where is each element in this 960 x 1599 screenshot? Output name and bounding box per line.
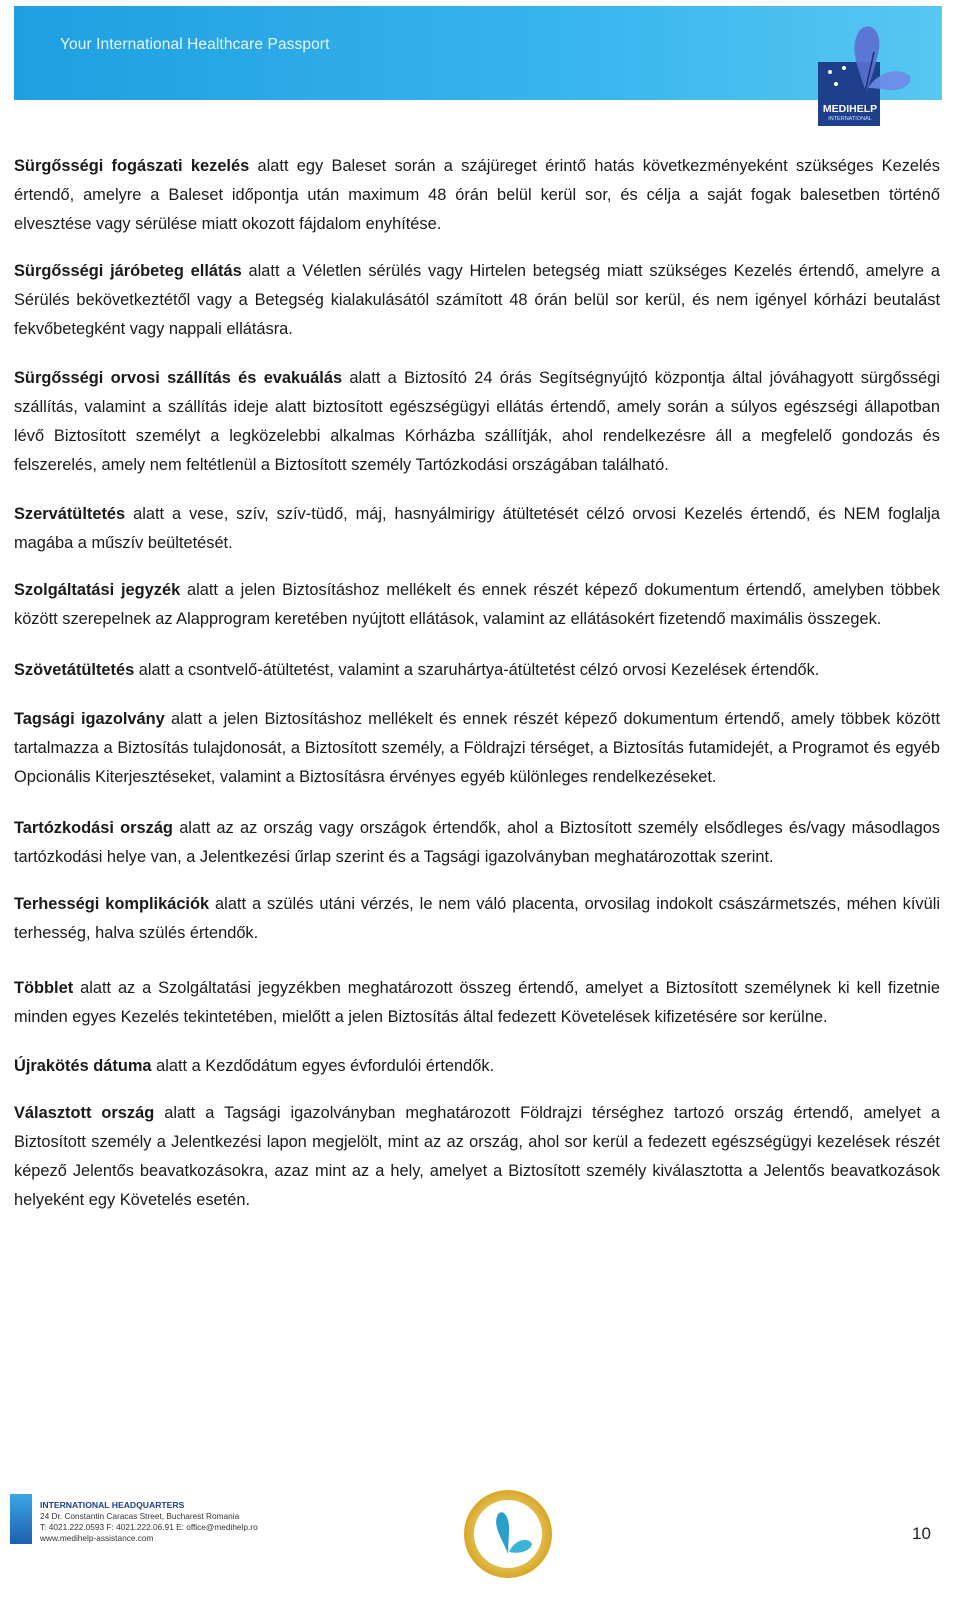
logo-name: MEDIHELP xyxy=(822,103,878,115)
definition-paragraph xyxy=(14,152,940,239)
definition-term: Sürgősségi fogászati kezelés xyxy=(14,157,250,175)
header-tagline: Your International Healthcare Passport xyxy=(60,36,330,53)
definition-paragraph xyxy=(14,890,940,948)
definition-paragraph xyxy=(14,1052,940,1081)
definition-paragraph xyxy=(14,364,940,480)
definition-term: Választott ország xyxy=(14,1104,155,1122)
definition-term: Többlet xyxy=(14,979,74,997)
definition-text: alatt a Biztosító 24 órás Segítségnyújtó központja által jóváhagyott sürgősségi szállítás, valamint a szállítás ideje alatt biztosított egészségügyi ellátás értendő, amely során a súlyos egészségi állapotban lévő Biztosított személyt a legközelebbi alkalmas Kórházba szállítják, ahol rendelkezésre áll a megfelelő gondozás és felszerelés, amely nem feltétlenül a Biztosított személy Tartózkodási országában található. xyxy=(14,369,940,474)
definition-text: alatt a Kezdődátum egyes évfordulói értendők. xyxy=(151,1057,495,1075)
definition-term: Tagsági igazolvány xyxy=(14,710,165,728)
footer-address: 24 Dr. Constantin Caracas Street, Bucharest Romania xyxy=(40,1511,240,1521)
footer-contact xyxy=(40,1500,330,1544)
definition-paragraph xyxy=(14,576,940,634)
definition-term: Szolgáltatási jegyzék xyxy=(14,581,181,599)
definition-paragraph xyxy=(14,500,940,558)
definition-text: alatt az a Szolgáltatási jegyzékben meghatározott összeg értendő, amelyet a Biztosított személynek ki kell fizetnie minden egyes Kezelés tekintetében, mielőtt a jelen Biztosítás által fedezett Követelések kifizetésére sor kerülne. xyxy=(14,979,940,1026)
definition-term: Szervátültetés xyxy=(14,505,126,523)
definitions-list xyxy=(14,152,940,1233)
definition-term: Szövetátültetés xyxy=(14,661,135,679)
definition-term: Sürgősségi orvosi szállítás és evakuálás xyxy=(14,369,343,387)
definition-paragraph xyxy=(14,1099,940,1215)
page-number: 10 xyxy=(912,1524,931,1543)
definition-paragraph xyxy=(14,974,940,1032)
definition-text: alatt egy Baleset során a szájüreget érintő hatás következményeként szükséges Kezelés értendő, amelyre a Baleset időpontja után maximum 48 órán belül kerül sor, és célja a saját fogak balesetben történő elvesztése vagy sérülése miatt okozott fájdalom enyhítése. xyxy=(14,157,940,233)
definition-text: alatt az az ország vagy országok értendők, ahol a Biztosított személy elsődleges és/vagy másodlagos tartózkodási helye van, a Jelentkezési űrlap szerint és a Tagsági igazolványban meghatározottak szerint. xyxy=(14,819,941,866)
footer-accent-bar xyxy=(10,1494,32,1544)
definition-text: alatt a vese, szív, szív-tüdő, máj, hasnyálmirigy átültetését célzó orvosi Kezelés értendő, és NEM foglalja magába a műszív beültetését. xyxy=(14,505,940,552)
definition-term: Terhességi komplikációk xyxy=(14,895,210,913)
definition-paragraph xyxy=(14,656,940,685)
footer-website[interactable]: www.medihelp-assistance.com xyxy=(40,1533,154,1543)
definition-paragraph xyxy=(14,257,940,344)
quality-seal-icon xyxy=(452,1482,564,1582)
definition-text: alatt a csontvelő-átültetést, valamint a szaruhártya-átültetést célzó orvosi Kezelések értendők. xyxy=(134,661,820,679)
definition-text: alatt a jelen Biztosításhoz mellékelt és ennek részét képező dokumentum értendő, amely többek között tartalmazza a Biztosítás tulajdonosát, a Biztosított személy, a Földrajzi térséget, a Biztosítás futamidejét, a Programot és egyéb Opcionális Kiterjesztéseket, valamint a Biztosításra érvényes egyéb különleges rendelkezéseket. xyxy=(14,710,940,786)
footer-contacts: T: 4021.222.0593 F: 4021.222.06.91 E: office@medihelp.ro xyxy=(40,1522,258,1532)
definition-term: Újrakötés dátuma xyxy=(14,1057,152,1075)
definition-paragraph xyxy=(14,705,940,792)
definition-text: alatt a Véletlen sérülés vagy Hirtelen betegség miatt szükséges Kezelés értendő, amelyre a Sérülés bekövetkeztétől vagy a Betegség kialakulásától számított 48 órán belül sor kerül, és nem igényel kórházi beutalást fekvőbetegként vagy nappali ellátásra. xyxy=(14,262,940,338)
header-banner xyxy=(14,6,942,100)
medihelp-logo xyxy=(818,22,914,128)
logo-subtitle: INTERNATIONAL xyxy=(828,116,872,122)
definition-paragraph xyxy=(14,814,940,872)
butterfly-icon xyxy=(818,22,914,102)
definition-term: Sürgősségi járóbeteg ellátás xyxy=(14,262,242,280)
definition-text: alatt a szülés utáni vérzés, le nem váló placenta, orvosilag indokolt császármetszés, méhen kívüli terhesség, halva szülés értendők. xyxy=(14,895,941,942)
definition-text: alatt a jelen Biztosításhoz mellékelt és ennek részét képező dokumentum értendő, amelyben többek között szerepelnek az Alapprogram keretében nyújtott ellátások, valamint az ellátásokért fizetendő maximális összegek. xyxy=(14,581,940,628)
definition-term: Tartózkodási ország xyxy=(14,819,173,837)
footer-hq-title: INTERNATIONAL HEADQUARTERS xyxy=(40,1500,185,1510)
definition-text: alatt a Tagsági igazolványban meghatározott Földrajzi térséghez tartozó ország értendő, amelyet a Biztosított személy a Jelentkezési lapon megjelölt, mint az az ország, ahol sor kerül a fedezett egészségügyi kezelések részét képező Jelentős beavatkozásokra, azaz mint az a hely, amelyet a Biztosított személy kiválasztotta a Jelentős beavatkozások helyeként egy Követelés esetén. xyxy=(14,1104,940,1209)
